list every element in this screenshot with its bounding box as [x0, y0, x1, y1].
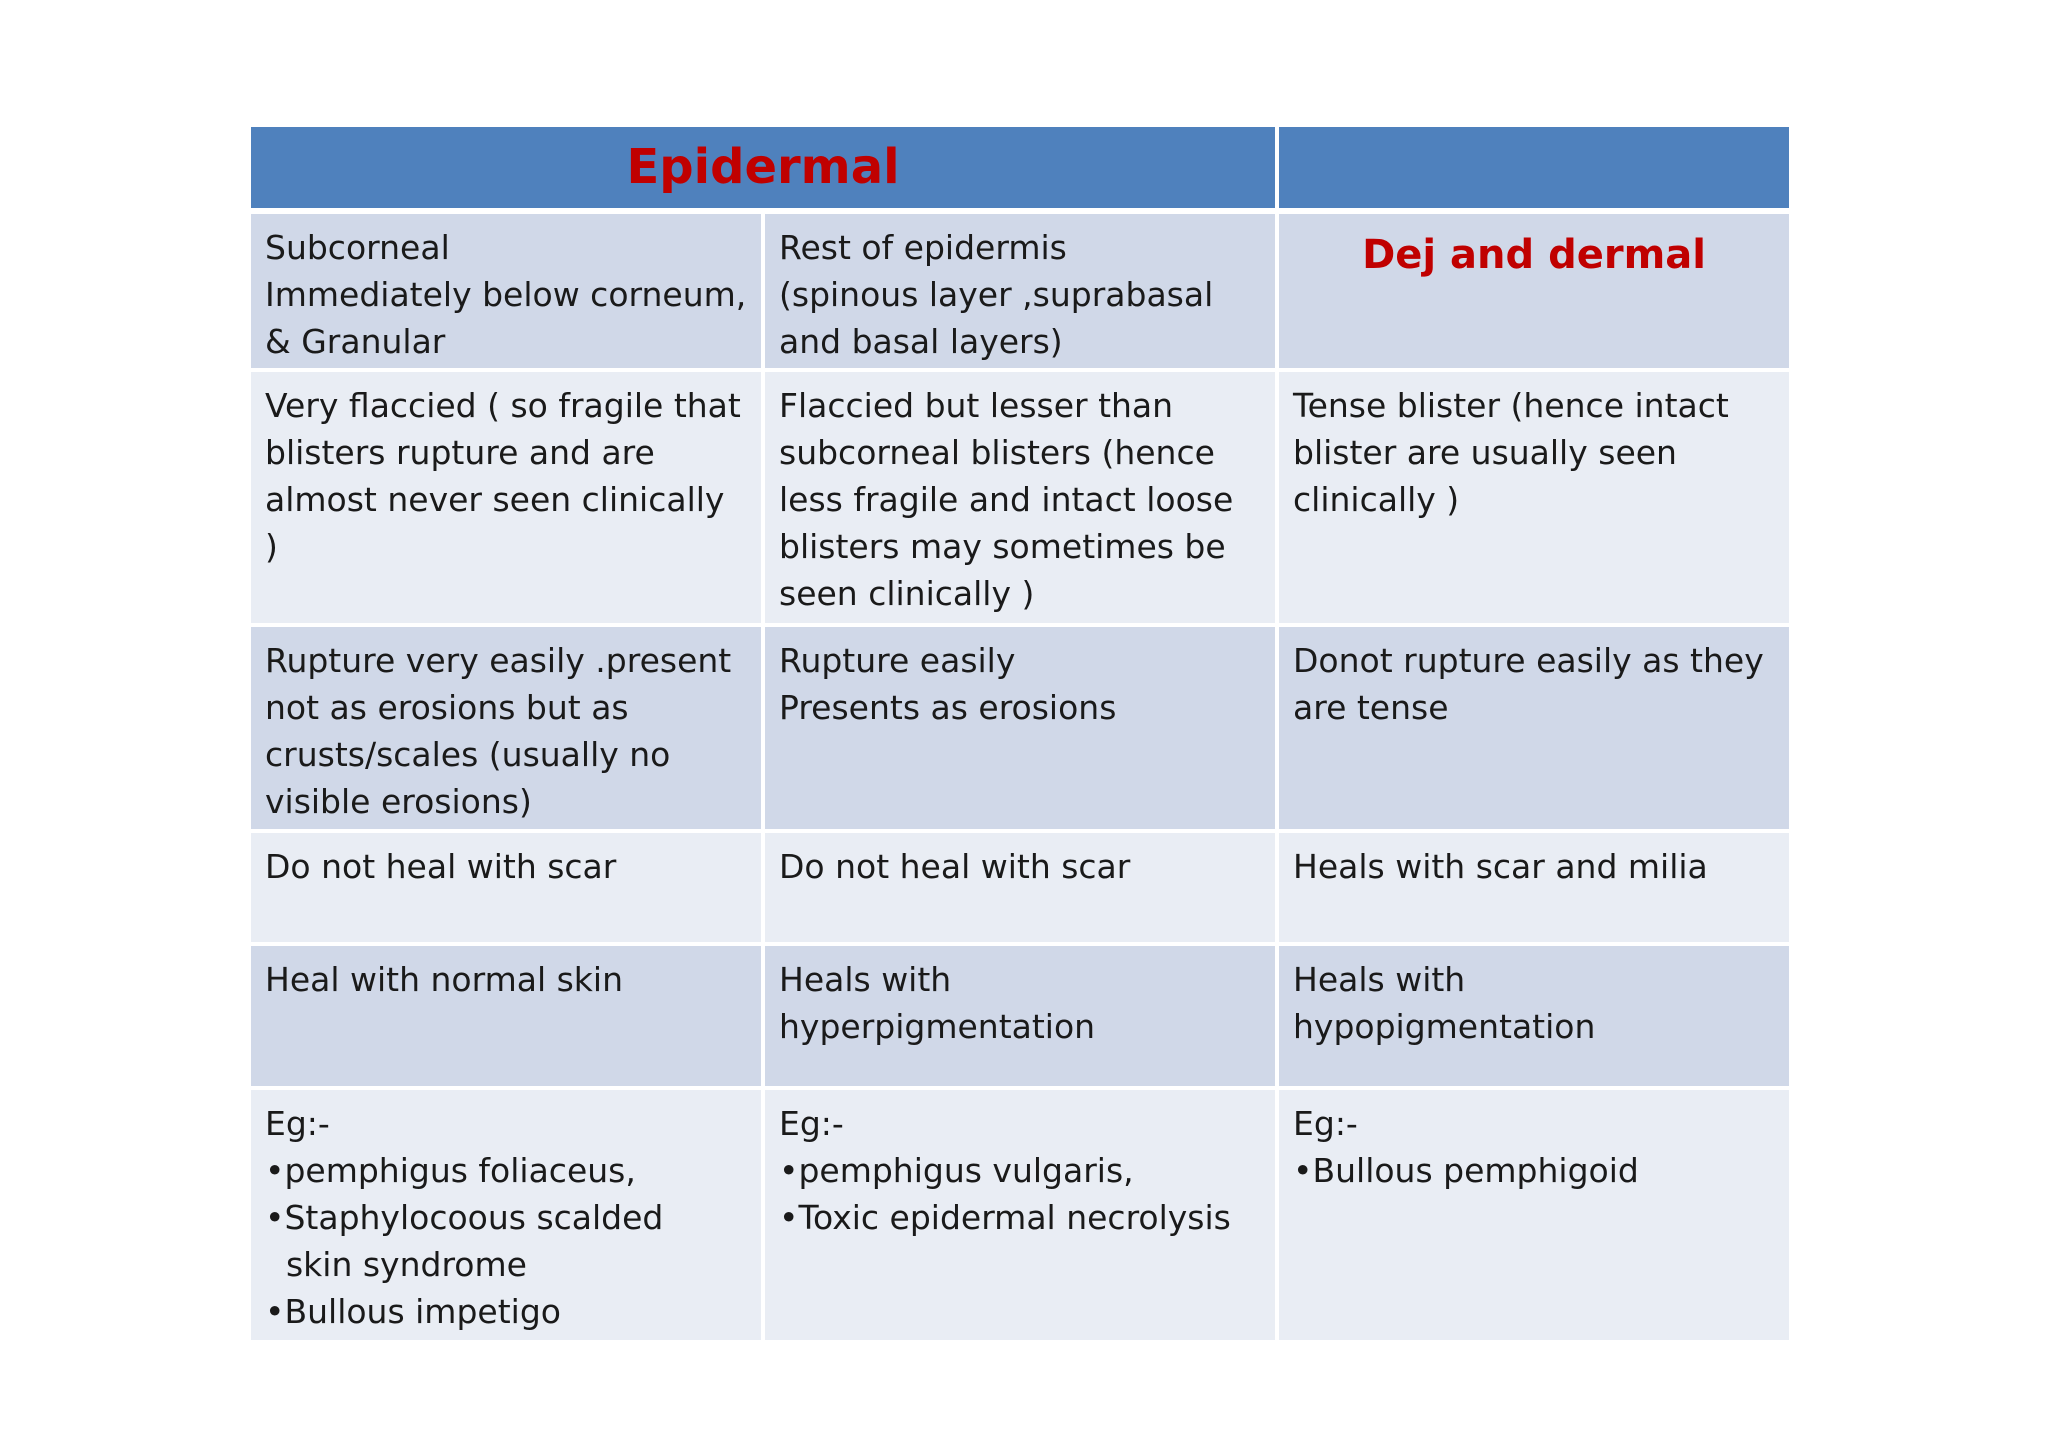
header-epidermal-cell — [249, 125, 1277, 211]
table-cell — [249, 1088, 763, 1342]
cell-line: blisters rupture and are — [265, 433, 655, 472]
table-cell — [763, 370, 1277, 625]
table-cell — [1277, 625, 1791, 831]
comparison-table — [247, 123, 1793, 1344]
cell-line: Heals with — [779, 960, 952, 999]
cell-line: Heals with scar and milia — [1293, 847, 1708, 886]
cell-line: clinically ) — [1293, 480, 1460, 519]
cell-line: Immediately below corneum, — [265, 275, 747, 314]
cell-line: less fragile and intact loose — [779, 480, 1234, 519]
table-cell — [1277, 944, 1791, 1088]
table-cell — [763, 831, 1277, 944]
subheader-col1-cell — [249, 211, 763, 370]
cell-line: almost never seen clinically ) — [265, 480, 735, 566]
cell-line: Heals with hypopigmentation — [1293, 960, 1596, 1046]
header-row — [249, 125, 1791, 211]
cell-line: skin syndrome — [265, 1245, 527, 1284]
table-cell — [249, 370, 763, 625]
cell-line: •Bullous pemphigoid — [1293, 1151, 1639, 1190]
cell-line: not as erosions but as — [265, 688, 629, 727]
table-cell — [763, 1088, 1277, 1342]
cell-line: Eg:- — [1293, 1104, 1358, 1143]
table-row — [249, 370, 1791, 625]
cell-line: Eg:- — [779, 1104, 844, 1143]
cell-line: subcorneal blisters (hence — [779, 433, 1215, 472]
cell-line: •pemphigus vulgaris, — [779, 1151, 1134, 1190]
table-row — [249, 1088, 1791, 1342]
header-right-cell — [1277, 125, 1791, 211]
table-row — [249, 831, 1791, 944]
cell-line: (spinous layer ,suprabasal — [779, 275, 1214, 314]
table-cell — [763, 944, 1277, 1088]
table-cell — [1277, 831, 1791, 944]
cell-line: Flaccied but lesser than — [779, 386, 1174, 425]
cell-line: & Granular — [265, 322, 446, 361]
cell-line: visible erosions) — [265, 782, 532, 821]
table-cell — [1277, 1088, 1791, 1342]
dej-dermal-title: Dej and dermal — [1362, 232, 1706, 278]
cell-line: blisters may sometimes be — [779, 527, 1226, 566]
cell-line: Donot rupture easily as they — [1293, 641, 1764, 680]
header-epidermal-title: Epidermal — [626, 139, 900, 195]
cell-line: are tense — [1293, 688, 1449, 727]
cell-line: seen clinically ) — [779, 574, 1035, 613]
cell-line: Subcorneal — [265, 228, 450, 267]
cell-line: •Staphylocoous scalded — [265, 1198, 664, 1237]
cell-line: •Toxic epidermal necrolysis — [779, 1198, 1231, 1237]
cell-line: Rupture very easily .present — [265, 641, 732, 680]
cell-line: Tense blister (hence intact — [1293, 386, 1729, 425]
cell-line: Rupture easily — [779, 641, 1016, 680]
cell-line: Very flaccied ( so fragile that — [265, 386, 741, 425]
cell-line: Presents as erosions — [779, 688, 1117, 727]
table-cell — [249, 625, 763, 831]
cell-line: and basal layers) — [779, 322, 1063, 361]
subheader-row — [249, 211, 1791, 370]
table-row — [249, 944, 1791, 1088]
cell-line: •Bullous impetigo — [265, 1292, 561, 1331]
cell-line: •pemphigus foliaceus, — [265, 1151, 636, 1190]
cell-line: blister are usually seen — [1293, 433, 1677, 472]
table-cell — [1277, 370, 1791, 625]
cell-line: Heal with normal skin — [265, 960, 624, 999]
cell-line: Rest of epidermis — [779, 228, 1067, 267]
subheader-col3-cell — [1277, 211, 1791, 370]
table-cell — [763, 625, 1277, 831]
subheader-col2-cell — [763, 211, 1277, 370]
table-cell — [249, 831, 763, 944]
cell-line: Do not heal with scar — [779, 847, 1131, 886]
table-row — [249, 625, 1791, 831]
cell-line: Do not heal with scar — [265, 847, 617, 886]
cell-line: crusts/scales (usually no — [265, 735, 671, 774]
cell-line: hyperpigmentation — [779, 1007, 1096, 1046]
cell-line: Eg:- — [265, 1104, 330, 1143]
table-cell — [249, 944, 763, 1088]
